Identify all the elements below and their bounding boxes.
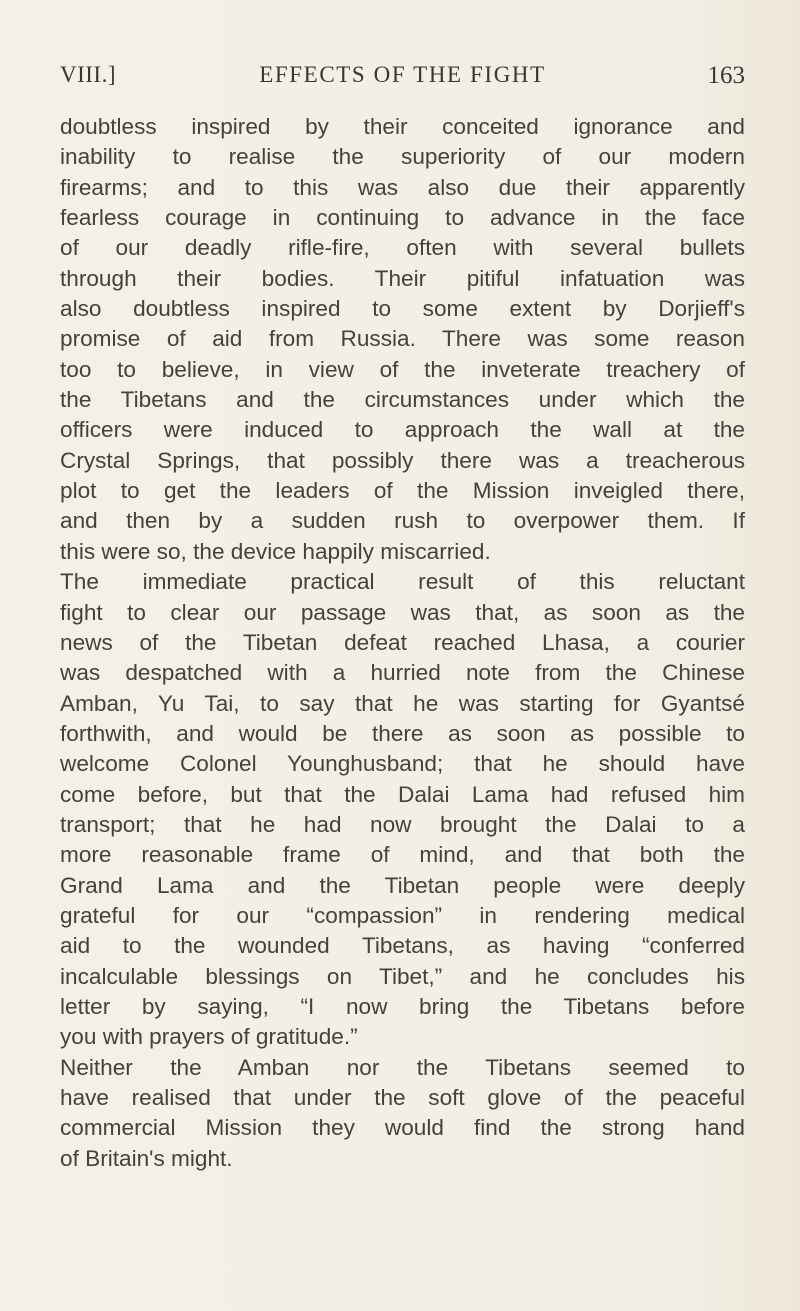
text-line: officers were induced to approach the wall at the xyxy=(60,417,745,443)
text-line: aid to the wounded Tibetans, as having “conferred xyxy=(60,933,745,959)
text-line: have realised that under the soft glove of the peaceful xyxy=(60,1085,745,1110)
text-line: you with prayers of gratitude.” xyxy=(60,1024,358,1050)
text-line: through their bodies. Their pitiful infatuation was xyxy=(60,265,745,291)
text-line: also doubtless inspired to some extent by Dorjieff's xyxy=(60,296,745,322)
text-line: letter by saying, “I now bring the Tibetans before xyxy=(60,993,745,1019)
text-line: inability to realise the superiority of our modern xyxy=(60,144,745,170)
text-line: plot to get the leaders of the Mission inveigled there, xyxy=(60,478,745,504)
text-line: Crystal Springs, that possibly there was a treacherous xyxy=(60,447,745,473)
text-line: the Tibetans and the circumstances under which the xyxy=(60,387,745,413)
text-line: more reasonable frame of mind, and that both the xyxy=(60,842,745,868)
text-line: forthwith, and would be there as soon as possible to xyxy=(60,720,745,746)
text-line: come before, but that the Dalai Lama had refused him xyxy=(60,781,745,807)
text-line: Neither the Amban nor the Tibetans seemed to xyxy=(60,1054,745,1080)
text-line: too to believe, in view of the inveterate treachery of xyxy=(60,356,745,382)
text-line: firearms; and to this was also due their apparently xyxy=(60,174,745,200)
text-line: news of the Tibetan defeat reached Lhasa, a courier xyxy=(60,629,745,655)
text-line: of Britain's might. xyxy=(60,1145,233,1171)
running-title: EFFECTS OF THE FIGHT xyxy=(259,62,546,87)
text-line: Amban, Yu Tai, to say that he was starting for Gyantsé xyxy=(60,690,745,716)
text-line: promise of aid from Russia. There was some reason xyxy=(60,326,745,352)
text-line: incalculable blessings on Tibet,” and he concludes his xyxy=(60,963,745,989)
text-line: fearless courage in continuing to advance in the face xyxy=(60,205,745,231)
text-line: transport; that he had now brought the Dalai to a xyxy=(60,811,745,837)
body-text xyxy=(60,112,745,1174)
text-line: this were so, the device happily miscarried. xyxy=(60,538,491,564)
text-line: welcome Colonel Younghusband; that he should have xyxy=(60,751,745,777)
running-head xyxy=(60,62,745,96)
chapter-number: VIII.] xyxy=(60,62,116,87)
text-line: was despatched with a hurried note from the Chinese xyxy=(60,660,745,686)
text-line: and then by a sudden rush to overpower them. If xyxy=(60,508,745,534)
text-line: commercial Mission they would find the strong hand xyxy=(60,1115,745,1141)
text-line: The immediate practical result of this reluctant xyxy=(60,569,745,595)
text-line: Grand Lama and the Tibetan people were deeply xyxy=(60,872,745,898)
text-line: of our deadly rifle-fire, often with several bullets xyxy=(60,235,745,261)
text-line: grateful for our “compassion” in rendering medical xyxy=(60,902,745,928)
text-line: fight to clear our passage was that, as soon as the xyxy=(60,599,745,625)
text-line: doubtless inspired by their conceited ignorance and xyxy=(60,114,745,139)
page-number: 163 xyxy=(707,62,745,89)
